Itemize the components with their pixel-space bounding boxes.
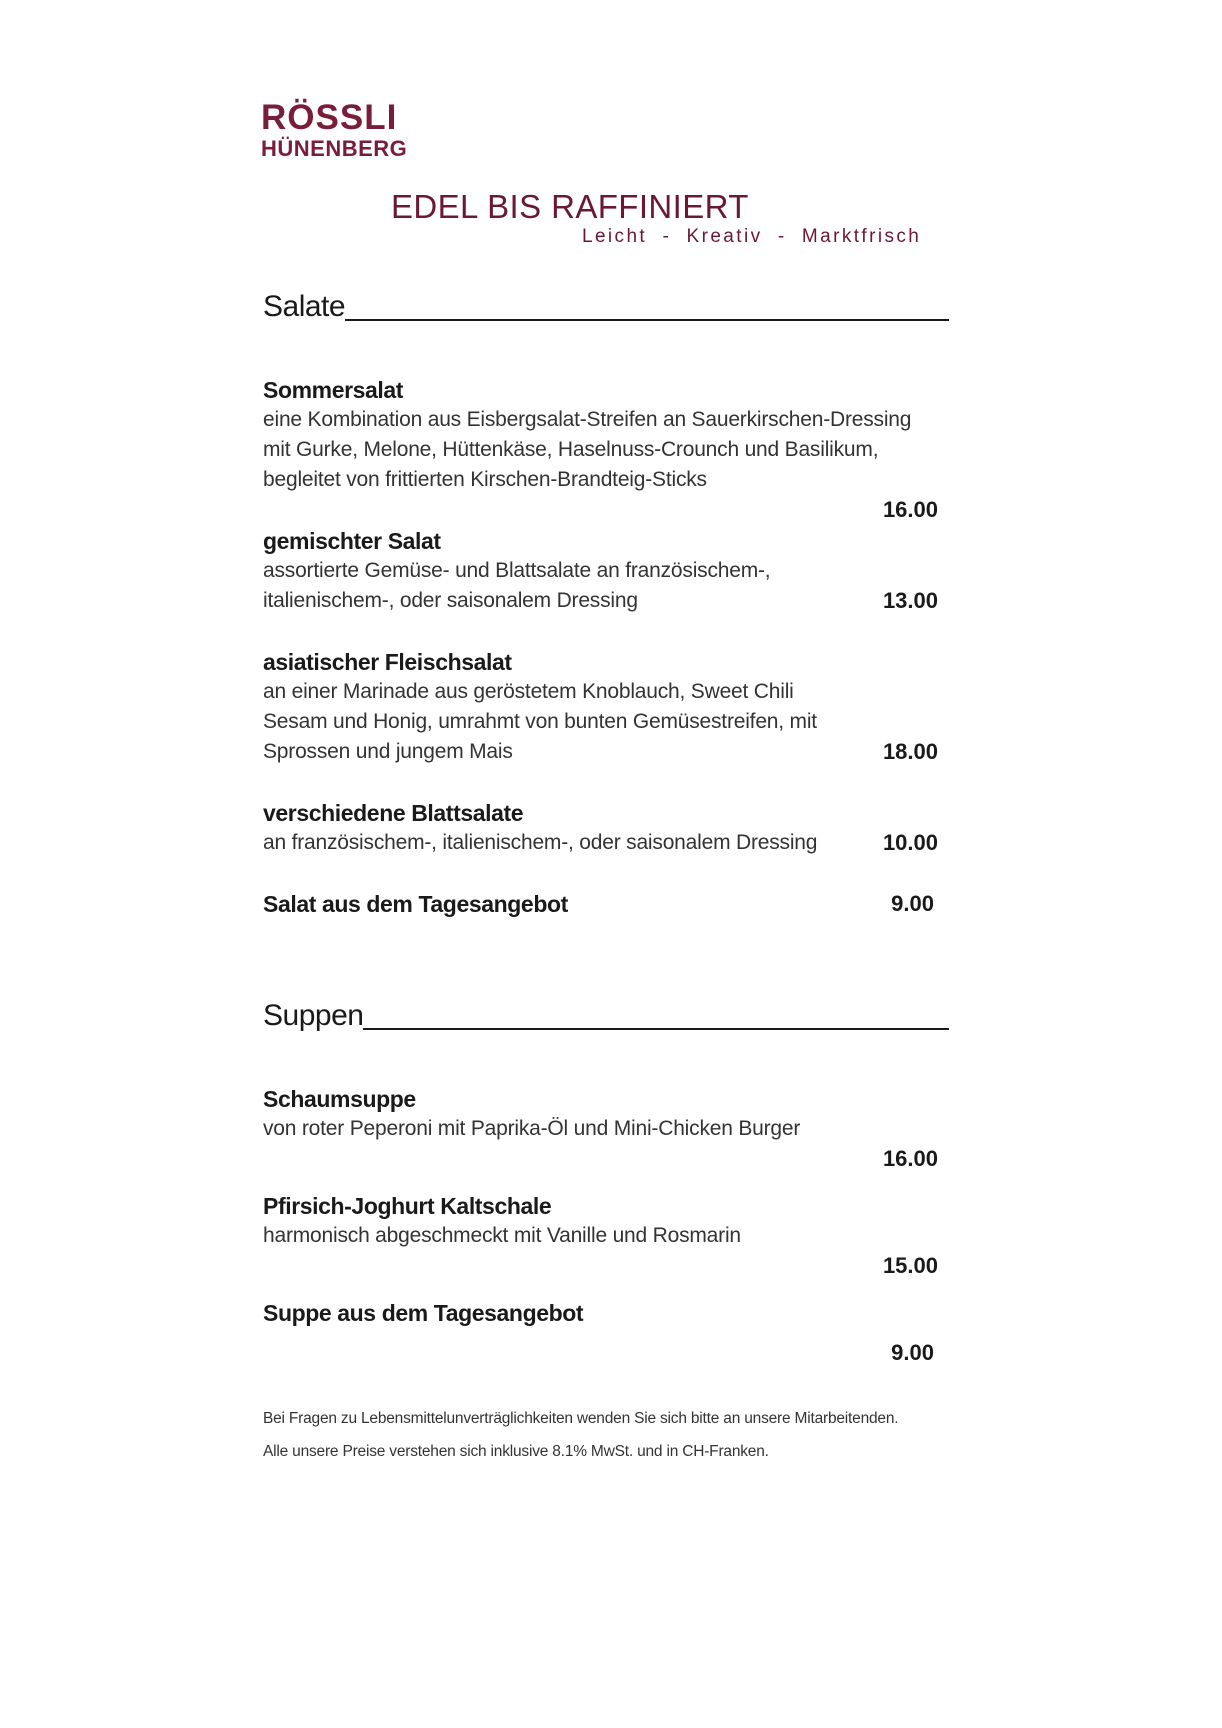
item-desc-line: an einer Marinade aus geröstetem Knoblauch, Sweet Chili bbox=[263, 680, 794, 703]
item-desc-line: italienischem-, oder saisonalem Dressing bbox=[263, 589, 638, 612]
menu-tagline: Leicht - Kreativ - Marktfrisch bbox=[582, 226, 922, 247]
item-price: 16.00 bbox=[882, 497, 938, 522]
menu-item-suppe-tagesangebot bbox=[263, 1298, 938, 1365]
item-desc-line: an französischem-, italienischem-, oder saisonalem Dressing bbox=[263, 831, 818, 854]
item-desc-line: eine Kombination aus Eisbergsalat-Streifen an Sauerkirschen-Dressing bbox=[263, 408, 912, 431]
item-name: Schaumsuppe bbox=[263, 1086, 416, 1112]
menu-item-asiatischer-fleischsalat bbox=[263, 647, 938, 767]
item-desc-line: begleitet von frittierten Kirschen-Brandteig-Sticks bbox=[263, 468, 707, 491]
menu-item-schaumsuppe bbox=[263, 1084, 938, 1171]
item-name: asiatischer Fleischsalat bbox=[263, 649, 512, 675]
price-note: Alle unsere Preise verstehen sich inklusive 8.1% MwSt. und in CH-Franken. bbox=[263, 1443, 769, 1460]
item-price: 16.00 bbox=[882, 1146, 938, 1171]
item-price: 9.00 bbox=[891, 891, 934, 916]
menu-item-verschiedene-blattsalate bbox=[263, 798, 938, 858]
item-desc-line: assortierte Gemüse- und Blattsalate an französischem-, bbox=[263, 559, 771, 582]
item-desc-line: harmonisch abgeschmeckt mit Vanille und Rosmarin bbox=[263, 1224, 741, 1247]
logo-line-2: HÜNENBERG bbox=[261, 136, 408, 161]
item-name: gemischter Salat bbox=[263, 528, 441, 554]
section-header-salate bbox=[263, 290, 949, 324]
menu-item-gemischter-salat bbox=[263, 526, 938, 616]
allergy-note: Bei Fragen zu Lebensmittelunverträglichkeiten wenden Sie sich bitte an unsere Mitarbeitenden. bbox=[263, 1410, 899, 1427]
item-price: 18.00 bbox=[882, 739, 938, 764]
item-name: Suppe aus dem Tagesangebot bbox=[263, 1300, 584, 1326]
section-title: Salate bbox=[263, 290, 346, 323]
item-price: 10.00 bbox=[882, 830, 938, 855]
menu-motto: EDEL BIS RAFFINIERT bbox=[391, 188, 749, 225]
menu-item-sommersalat bbox=[263, 375, 938, 522]
item-name: Sommersalat bbox=[263, 377, 404, 403]
item-name: Salat aus dem Tagesangebot bbox=[263, 891, 568, 917]
item-desc-line: Sesam und Honig, umrahmt von bunten Gemüsestreifen, mit bbox=[263, 710, 817, 733]
item-price: 13.00 bbox=[882, 588, 938, 613]
restaurant-logo bbox=[261, 100, 407, 160]
item-price: 15.00 bbox=[882, 1253, 938, 1278]
logo-line-1: RÖSSLI bbox=[261, 98, 398, 137]
item-desc-line: Sprossen und jungem Mais bbox=[263, 740, 513, 763]
section-header-suppen bbox=[263, 999, 949, 1033]
menu-item-salat-tagesangebot bbox=[263, 889, 938, 919]
item-price: 9.00 bbox=[891, 1340, 934, 1365]
item-name: Pfirsich-Joghurt Kaltschale bbox=[263, 1193, 552, 1219]
section-title: Suppen bbox=[263, 999, 364, 1032]
item-desc-line: von roter Peperoni mit Paprika-Öl und Mini-Chicken Burger bbox=[263, 1117, 801, 1140]
item-desc-line: mit Gurke, Melone, Hüttenkäse, Haselnuss-Crounch und Basilikum, bbox=[263, 438, 879, 461]
item-name: verschiedene Blattsalate bbox=[263, 800, 524, 826]
section-rule bbox=[363, 1028, 949, 1030]
section-rule bbox=[345, 319, 949, 321]
menu-item-pfirsich-joghurt-kaltschale bbox=[263, 1191, 938, 1278]
